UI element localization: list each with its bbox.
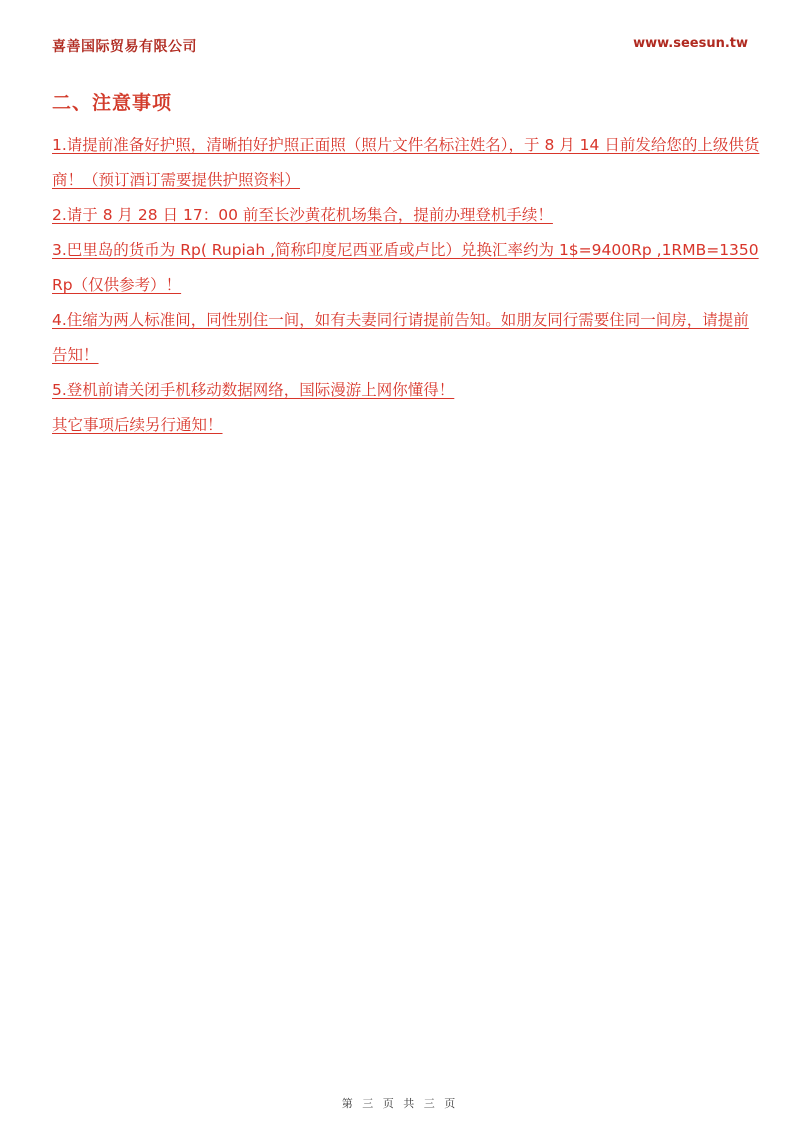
notes-list <box>52 128 764 443</box>
note-item <box>52 198 764 233</box>
note-text: 其它事项后续另行通知！ <box>52 416 223 434</box>
note-text: 5.登机前请关闭手机移动数据网络，国际漫游上网你懂得！ <box>52 381 455 399</box>
page-number: 第 三 页 共 三 页 <box>341 1097 459 1110</box>
section-title: 二、注意事项 <box>52 92 173 114</box>
note-text: 3.巴里岛的货币为 Rp( Rupiah ,简称印度尼西亚盾或卢比）兑换汇率约为 1$=9400Rp ,1RMB=1350 Rp（仅供参考）！ <box>52 241 759 294</box>
website-link[interactable]: www.seesun.tw <box>633 36 748 51</box>
note-text: 2.请于 8 月 28 日 17：00 前至长沙黄花机场集合，提前办理登机手续！ <box>52 206 553 224</box>
company-name: 喜善国际贸易有限公司 <box>52 39 197 55</box>
note-text: 4.住缩为两人标准间，同性别住一间，如有夫妻同行请提前告知。如朋友同行需要住同一间房，请提前告知！ <box>52 311 749 364</box>
note-item <box>52 128 764 198</box>
note-item <box>52 408 764 443</box>
page-header <box>52 36 748 56</box>
note-text: 1.请提前准备好护照，清晰拍好护照正面照（照片文件名标注姓名），于 8 月 14 日前发给您的上级供货商！（预订酒订需要提供护照资料） <box>52 136 760 189</box>
note-item <box>52 373 764 408</box>
note-item <box>52 233 764 303</box>
note-item <box>52 303 764 373</box>
